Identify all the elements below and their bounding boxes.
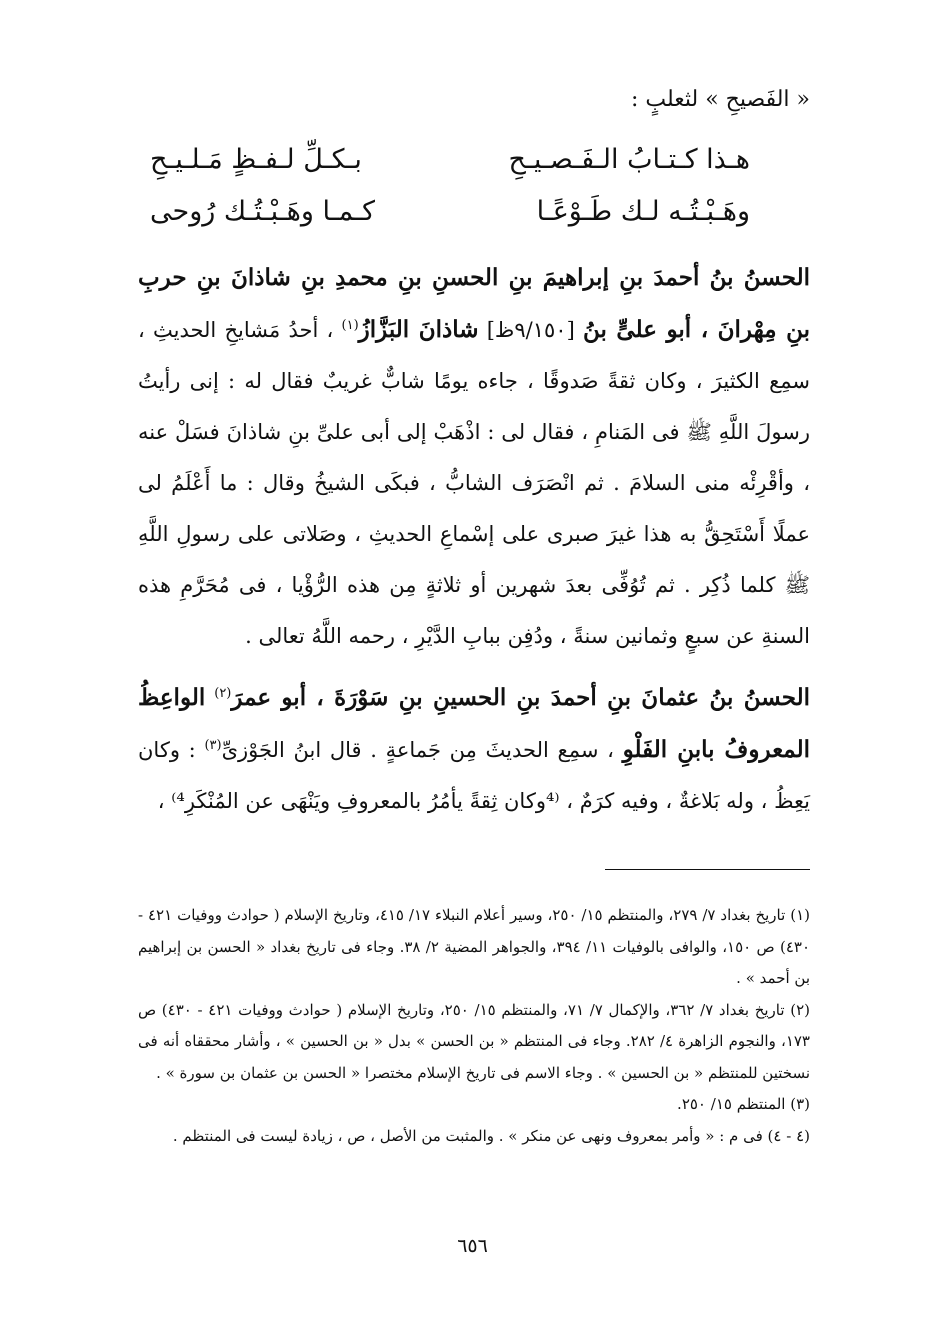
verse-hemistich-right: هـذا كـتـابُ الـفَـصـيـحِ	[508, 144, 750, 175]
verse-hemistich-right: وهَـبْـتُـه لـك طَـوْعًـا	[536, 196, 750, 227]
entry-body: ، أحدُ مَشايخِ الحديثِ ، سمِع الكثيرَ ، وكان ثقةً صَدوقًا ، جاءه يومًا شابٌّ غريبٌ فقال له : إنى رأيتُ رسولَ اللَّهِ ﷺ فى المَنامِ ، فقال لى : اذْهَبْ إلى أبى علىِّ بنِ شاذانَ فسَلْ عنه ، وأقْرِئْه منى السلامَ . ثم انْصَرَف الشابُّ ، فبكَى الشيخُ وقال : ما أَعْلَمُ لى عملًا أَسْتَحِقُّ به هذا غيرَ صبرى على إسْماعِ الحديثِ ، وصَلاتى على رسولِ اللَّهِ ﷺ كلما ذُكِر . ثم تُوُفِّى بعدَ شهرين أو ثلاثةٍ مِن هذه الرُّؤْيا ، فى مُحَرَّمِ هذه السنةِ عن سبعٍ وثمانين سنةً ، ودُفِن ببابِ الدَّيْرِ ، رحمه اللَّهُ تعالى .	[138, 318, 810, 648]
entry-heading-name: الحسنُ بنُ أحمدَ بنِ إبراهيمَ بنِ الحسنِ بنِ محمدِ بنِ شاذانَ بنِ حربِ بنِ مِهْرانَ ، أبو علىٍّ بنُ	[138, 264, 810, 343]
entry-heading-name: الحسنُ بنُ عثمانَ بنِ أحمدَ بنِ الحسينِ بنِ سَوْرَةَ ، أبو عمرَ	[231, 684, 810, 711]
footnote-4: (٤ - ٤) فى م : « وأمر بمعروف ونهى عن منكر » . والمثبت من الأصل ، ص ، زيادة ليست فى المنتظم .	[172, 1126, 810, 1145]
entry-body: ،	[157, 789, 165, 813]
entry-heading-name-end: شاذانَ البَزَّازُ	[358, 316, 479, 343]
footnotes	[138, 900, 810, 1152]
variant-mark-open: ⁽⁴	[545, 789, 560, 813]
footnote-2: (٢) تاريخ بغداد ٧/ ٣٦٢، والإكمال ٧/ ٧١، والمنتظم ١٥/ ٢٥٠، وتاريخ الإسلام ( حوادث ووفيات ٤٢١ - ٤٣٠) ص ١٧٣، والنجوم الزاهرة ٤/ ٢٨٢. وجاء فى المنتظم « بن الحسن » بدل « بن الحسين » ، وأشار محققاه أنه فى نسختين للمنتظم « بن الحسين » . وجاء الاسم فى تاريخ الإسلام مختصرا « الحسن بن عثمان بن سورة » .	[138, 1000, 810, 1082]
verse-hemistich-left: كـمـا وهَـبْـتُـك رُوحى	[150, 196, 376, 227]
manuscript-folio-ref: [٩/١٥٠ظ]	[486, 318, 575, 342]
intro-line: « الفَصيحِ » لثعلبٍ :	[630, 87, 810, 112]
footnote-3: (٣) المنتظم ١٥/ ٢٥٠.	[677, 1095, 810, 1113]
page-number: ٦٥٦	[457, 1235, 488, 1257]
footnote-ref: (١)	[341, 318, 359, 333]
biography-entry-ibn-shadhan	[138, 252, 810, 662]
verse-line-1	[150, 140, 750, 180]
biography-entry-ibn-al-falw	[138, 672, 810, 827]
variant-mark-close: ⁴⁾	[171, 789, 185, 813]
entry-body: ، سمِع الحديثَ مِن جَماعةٍ . قال ابنُ الجَوْزىِّ	[221, 738, 614, 762]
entry-body: وكان ثِقةً يأمُرُ بالمعروفِ ويَنْهَى عن المُنْكَرِ	[184, 789, 546, 813]
verse-hemistich-left: بـكـلِّ لـفـظٍ مَـلـيـحِ	[150, 144, 362, 175]
verse-line-2	[150, 192, 750, 232]
footnote-ref: (٢)	[214, 686, 232, 701]
footnote-ref: (٣)	[204, 738, 222, 753]
footnote-1: (١) تاريخ بغداد ٧/ ٢٧٩، والمنتظم ١٥/ ٢٥٠، وسير أعلام النبلاء ١٧/ ٤١٥، وتاريخ الإسلام ( حوادث ووفيات ٤٢١ - ٤٣٠) ص ١٥٠، والوافى بالوفيات ١١/ ٣٩٤، والجواهر المضية ٢/ ٣٨. وجاء فى تاريخ بغداد « الحسن بن إبراهيم بن أحمد » .	[138, 906, 811, 987]
footnote-separator	[605, 869, 810, 870]
entry-heading-title: الواعِظُ المعروفُ بابنِ الفَلْوِ	[138, 684, 810, 763]
entry-body: : وكان يَعِظُ ، وله بَلاغةٌ ، وفيه كرَمٌ ،	[138, 738, 810, 813]
